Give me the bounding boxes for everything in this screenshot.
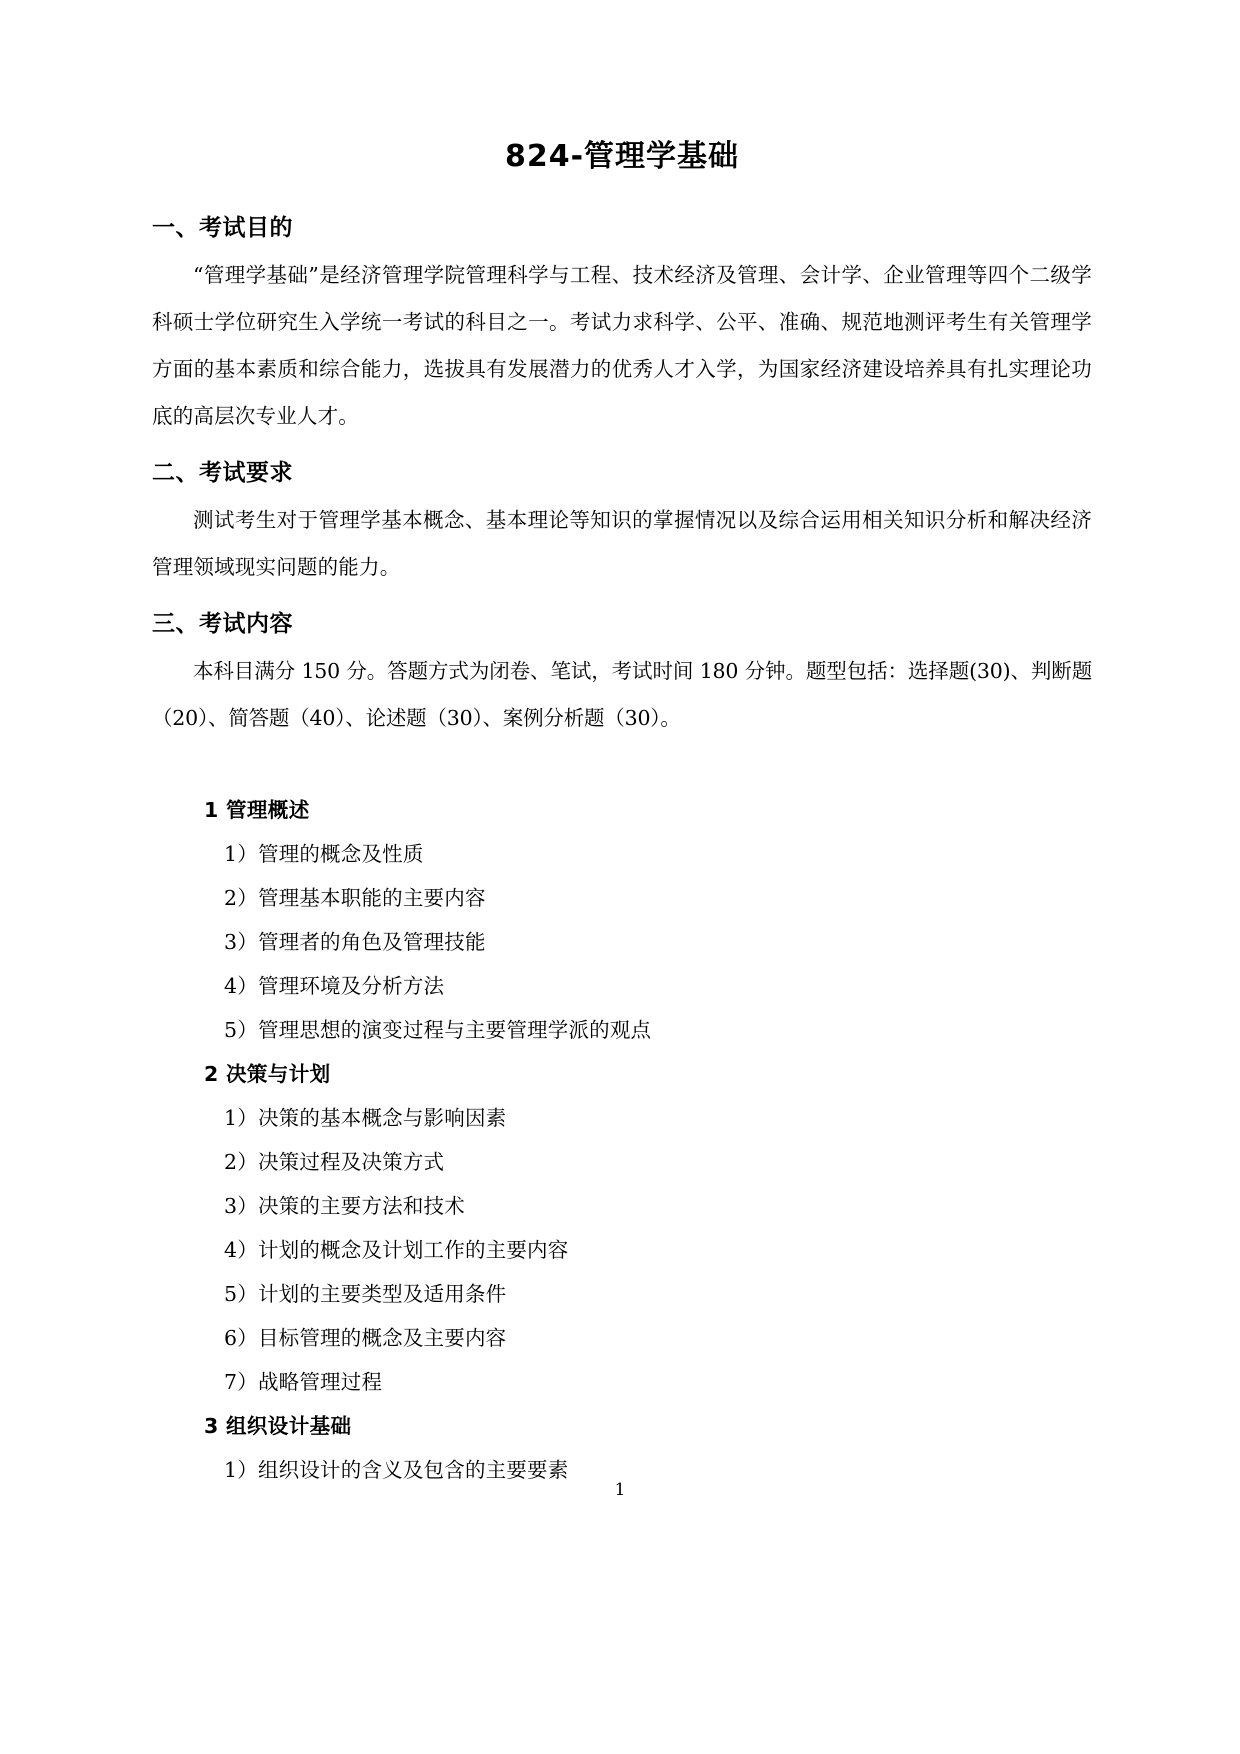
- page-content: [152, 0, 1092, 1492]
- outline-item: 1）组织设计的含义及包含的主要要素: [224, 1458, 569, 1482]
- outline-item: 1）决策的基本概念与影响因素: [224, 1106, 507, 1130]
- outline-item: 3）管理者的角色及管理技能: [224, 930, 486, 954]
- outline-group-2: [152, 1052, 1092, 1404]
- outline-group-number-1: 1: [204, 798, 219, 822]
- page-title: 824-管理学基础: [504, 139, 740, 174]
- outline-item: 4）管理环境及分析方法: [224, 974, 445, 998]
- outline-item: 6）目标管理的概念及主要内容: [224, 1326, 507, 1350]
- outline-group-label-1: 管理概述: [226, 798, 310, 822]
- outline-group-title-3: [204, 1404, 1092, 1448]
- outline-group-label-2: 决策与计划: [226, 1062, 331, 1086]
- outline-group-title-1: [204, 788, 1092, 832]
- section-paragraph-exam-requirements: 测试考生对于管理学基本概念、基本理论等知识的掌握情况以及综合运用相关知识分析和解决经济管理领域现实问题的能力。: [152, 508, 1092, 579]
- outline-item: 4）计划的概念及计划工作的主要内容: [224, 1238, 569, 1262]
- outline-item: 2）决策过程及决策方式: [224, 1150, 445, 1174]
- outline-group-3: [152, 1404, 1092, 1492]
- outline-group-1: [152, 788, 1092, 1052]
- outline-item: 7）战略管理过程: [224, 1370, 383, 1394]
- outline-group-title-2: [204, 1052, 1092, 1096]
- outline-item: 3）决策的主要方法和技术: [224, 1194, 465, 1218]
- outline-group-label-3: 组织设计基础: [226, 1414, 352, 1438]
- section-paragraph-exam-purpose: “管理学基础”是经济管理学院管理科学与工程、技术经济及管理、会计学、企业管理等四个二级学科硕士学位研究生入学统一考试的科目之一。考试力求科学、公平、准确、规范地测评考生有关管理学方面的基本素质和综合能力，选拔具有发展潜力的优秀人才入学，为国家经济建设培养具有扎实理论功底的高层次专业人才。: [152, 263, 1092, 428]
- outline-item: 2）管理基本职能的主要内容: [224, 886, 486, 910]
- outline-group-number-3: 3: [204, 1414, 219, 1438]
- page-number-footer: 1: [614, 1480, 626, 1500]
- outline-item: 1）管理的概念及性质: [224, 842, 424, 866]
- section-heading-exam-purpose: 一、考试目的: [152, 215, 293, 241]
- outline-group-number-2: 2: [204, 1062, 219, 1086]
- section-heading-exam-requirements: 二、考试要求: [152, 460, 293, 486]
- outline-item: 5）管理思想的演变过程与主要管理学派的观点: [224, 1018, 652, 1042]
- outline-item: 5）计划的主要类型及适用条件: [224, 1282, 507, 1306]
- section-heading-exam-content: 三、考试内容: [152, 611, 293, 637]
- section-paragraph-exam-content: 本科目满分 150 分。答题方式为闭卷、笔试，考试时间 180 分钟。题型包括：选择题(30)、判断题（20）、简答题（40）、论述题（30）、案例分析题（30）。: [152, 659, 1092, 730]
- syllabus-outline: [152, 788, 1092, 1492]
